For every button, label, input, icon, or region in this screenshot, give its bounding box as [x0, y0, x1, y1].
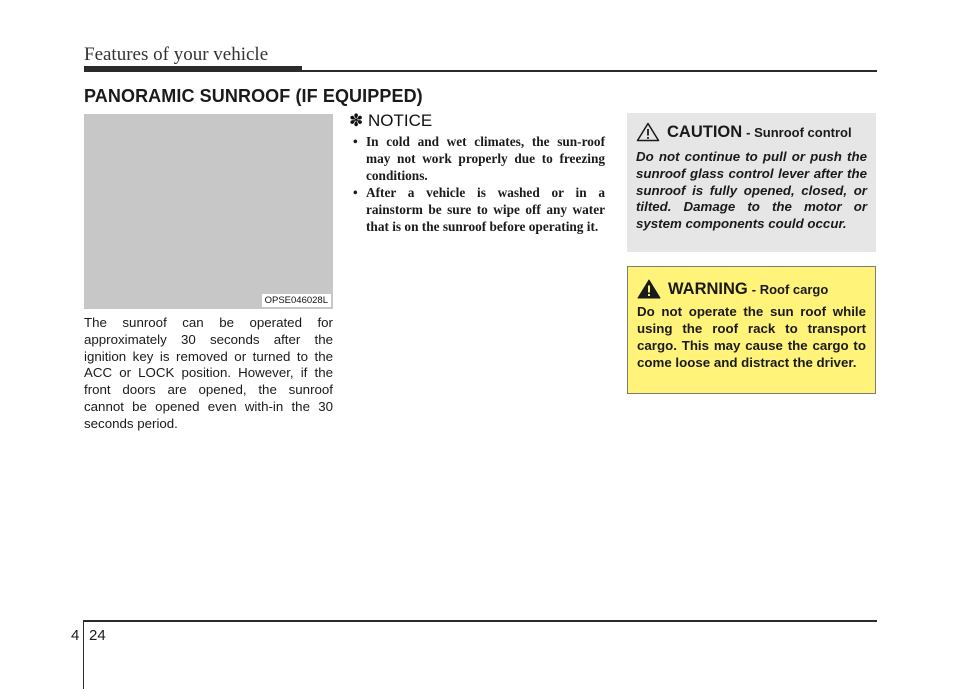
footer-rule: [84, 620, 877, 622]
warning-header: [637, 277, 866, 301]
header-rule-thin: [302, 70, 877, 72]
notice-list: [353, 134, 605, 235]
notice-item: • After a vehicle is washed or in a rainstorm be sure to wipe off any water that is on the sunroof before operating it.: [353, 185, 605, 236]
warning-box: [627, 266, 876, 394]
warning-subtitle: - Roof cargo: [751, 281, 829, 297]
caution-label: CAUTION: [667, 122, 743, 141]
warning-text: Do not operate the sun roof while using the roof rack to transport cargo. This may cause the cargo to come loose and distract the driver.: [637, 304, 866, 370]
page-chapter-number: 4: [71, 627, 80, 644]
page-number: 24: [89, 627, 106, 644]
caution-triangle-icon: [636, 122, 660, 142]
header-rule-thick: [84, 66, 302, 72]
notice-item: • In cold and wet climates, the sun-roof may not work properly due to freezing conditions.: [353, 134, 605, 185]
body-text: The sunroof can be operated for approximately 30 seconds after the ignition key is removed or turned to the ACC or LOCK position. However, if the front doors are opened, the sunroof cannot be opened even with-in the 30 seconds period.: [84, 315, 333, 431]
warning-triangle-icon: [637, 279, 661, 299]
caution-text: Do not continue to pull or push the sunroof glass control lever after the sunroof is fully opened, closed, or tilted. Damage to the motor or system components could occur.: [636, 149, 867, 232]
caution-header: [636, 119, 867, 145]
caution-subtitle: - Sunroof control: [746, 124, 852, 140]
page-header-title: Features of your vehicle: [84, 44, 269, 65]
notice-title: ✽ NOTICE: [349, 111, 433, 130]
sunroof-illustration: [84, 114, 333, 309]
footer-vertical-rule: [83, 620, 84, 689]
warning-label: WARNING: [668, 279, 748, 298]
image-caption: OPSE046028L: [262, 294, 331, 307]
section-title: PANORAMIC SUNROOF (IF EQUIPPED): [84, 86, 423, 106]
caution-box: [627, 113, 876, 252]
